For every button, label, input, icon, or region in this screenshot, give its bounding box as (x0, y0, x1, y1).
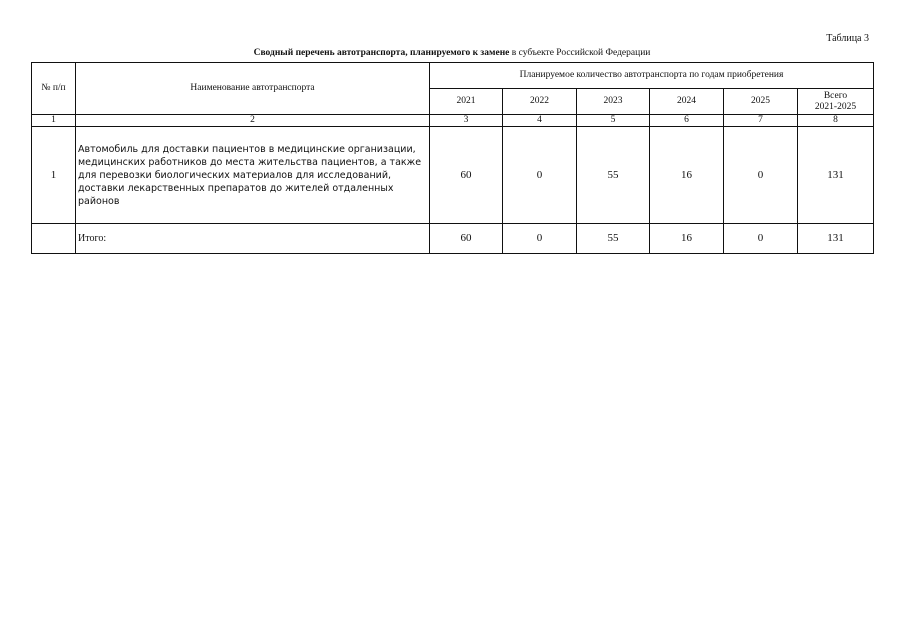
total-number (32, 224, 76, 254)
header-year: 2024 (650, 89, 724, 115)
summary-table (31, 62, 874, 254)
table-row (32, 127, 874, 224)
total-value: 16 (650, 224, 724, 254)
table-caption (32, 47, 872, 59)
header-year: 2025 (724, 89, 798, 115)
column-number: 3 (430, 115, 503, 127)
column-number: 8 (798, 115, 874, 127)
row-value: 60 (430, 127, 503, 224)
total-value: 60 (430, 224, 503, 254)
column-number: 6 (650, 115, 724, 127)
header-total-line1: Всего (823, 90, 848, 101)
total-value: 0 (503, 224, 577, 254)
header-year: 2023 (577, 89, 650, 115)
caption-rest: в субъекте Российской Федерации (509, 48, 651, 58)
row-total: 131 (798, 127, 874, 224)
column-number: 5 (577, 115, 650, 127)
header-total (798, 89, 874, 115)
row-value: 16 (650, 127, 724, 224)
header-year: 2022 (503, 89, 577, 115)
total-label: Итого: (76, 224, 430, 254)
row-number: 1 (32, 127, 76, 224)
header-total-line2: 2021-2025 (814, 101, 857, 112)
row-value: 0 (724, 127, 798, 224)
column-number-row (32, 115, 874, 127)
row-value: 0 (503, 127, 577, 224)
total-value: 55 (577, 224, 650, 254)
header-number: № п/п (32, 63, 76, 115)
total-row (32, 224, 874, 254)
table-label: Таблица 3 (826, 33, 869, 44)
caption-bold: Сводный перечень автотранспорта, планируемого к замене (253, 48, 510, 58)
column-number: 7 (724, 115, 798, 127)
header-planned: Планируемое количество автотранспорта по годам приобретения (430, 63, 874, 89)
column-number: 1 (32, 115, 76, 127)
total-sum: 131 (798, 224, 874, 254)
header-name: Наименование автотранспорта (76, 63, 430, 115)
column-number: 2 (76, 115, 430, 127)
row-value: 55 (577, 127, 650, 224)
row-name: Автомобиль для доставки пациентов в медицинские организации, медицинских работников до места жительства пациентов, а также для перевозки биологических материалов для исследований, доставки лекарственных препаратов до жителей отдаленных районов (76, 127, 430, 224)
total-value: 0 (724, 224, 798, 254)
column-number: 4 (503, 115, 577, 127)
header-year: 2021 (430, 89, 503, 115)
